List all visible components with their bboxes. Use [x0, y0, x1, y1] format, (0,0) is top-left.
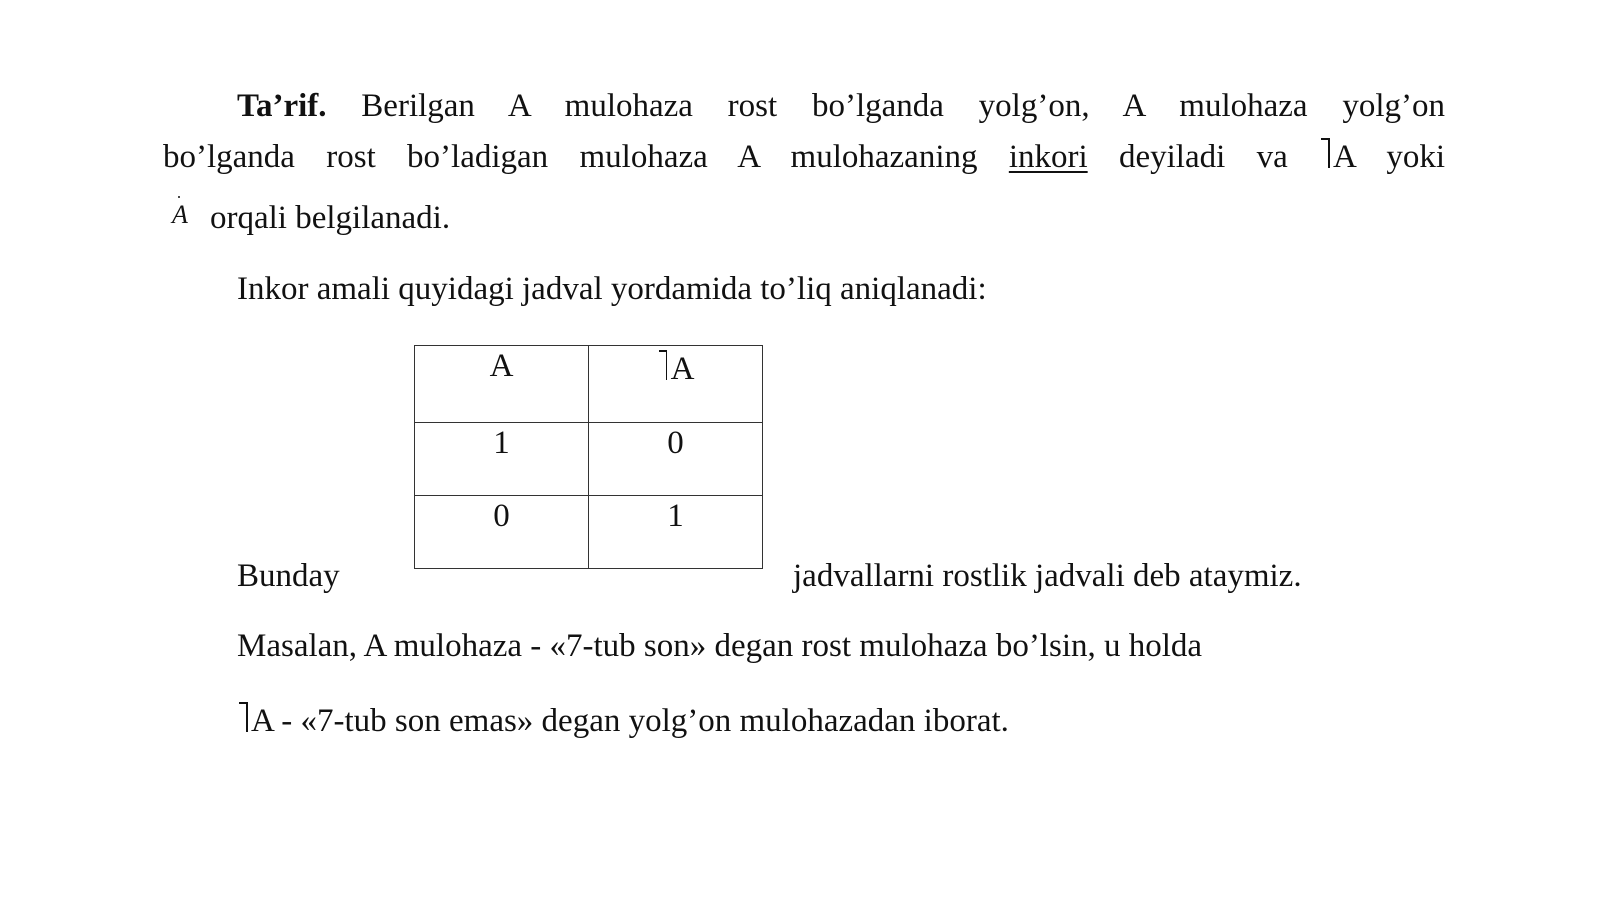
- table-row: [415, 423, 763, 496]
- definition-text-1: Berilgan A mulohaza rost bo’lganda yolg’on, A mulohaza yolg’on: [361, 88, 1445, 124]
- term-inkori: inkori: [1008, 139, 1088, 175]
- table-cell: [589, 496, 763, 569]
- cell-value: 1: [493, 425, 510, 461]
- header-not-a-wrap: [589, 346, 762, 389]
- definition-text-2: bo’lganda rost bo’ladigan mulohaza A mulohazaning: [163, 139, 978, 175]
- intro-text: Inkor amali quyidagi jadval yordamida to’liq aniqlanadi:: [237, 271, 987, 307]
- table-cell: [415, 423, 589, 496]
- caption-after: jadvallarni rostlik jadvali deb ataymiz.: [793, 558, 1302, 594]
- header-cell-not-a: [589, 346, 763, 423]
- negation-symbol: [1319, 136, 1333, 170]
- cell-value: 1: [667, 498, 684, 534]
- cell-value: 0: [667, 425, 684, 461]
- caption-before: Bunday: [237, 558, 340, 594]
- truth-table-header-row: [415, 346, 763, 423]
- negation-symbol: [237, 700, 251, 734]
- definition-text-4: A yoki: [1333, 139, 1446, 175]
- example-line-1: Masalan, A mulohaza - «7-tub son» degan rost mulohaza bo’lsin, u holda: [237, 628, 1203, 664]
- definition-text-3: deyiladi va: [1118, 139, 1288, 175]
- table-cell: [415, 496, 589, 569]
- example-line-2-wrap: [237, 700, 1009, 741]
- header-not-a: A: [670, 351, 695, 387]
- negation-symbol: [657, 348, 671, 382]
- a-bar-symbol: A: [172, 200, 188, 229]
- definition-term: Ta’rif.: [237, 88, 327, 124]
- table-row: [415, 496, 763, 569]
- definition-text-5: orqali belgilanadi.: [210, 200, 451, 236]
- header-a: A: [489, 348, 514, 384]
- definition-line-2: [163, 136, 1445, 177]
- header-cell-a: [415, 346, 589, 423]
- table-cell: [589, 423, 763, 496]
- truth-table: [414, 345, 763, 569]
- definition-line-3: [210, 198, 450, 238]
- definition-line-1: [237, 86, 1445, 126]
- overbar-dot: [178, 196, 180, 198]
- cell-value: 0: [493, 498, 510, 534]
- example-line-2: A - «7-tub son emas» degan yolg’on mulohazadan iborat.: [251, 703, 1009, 739]
